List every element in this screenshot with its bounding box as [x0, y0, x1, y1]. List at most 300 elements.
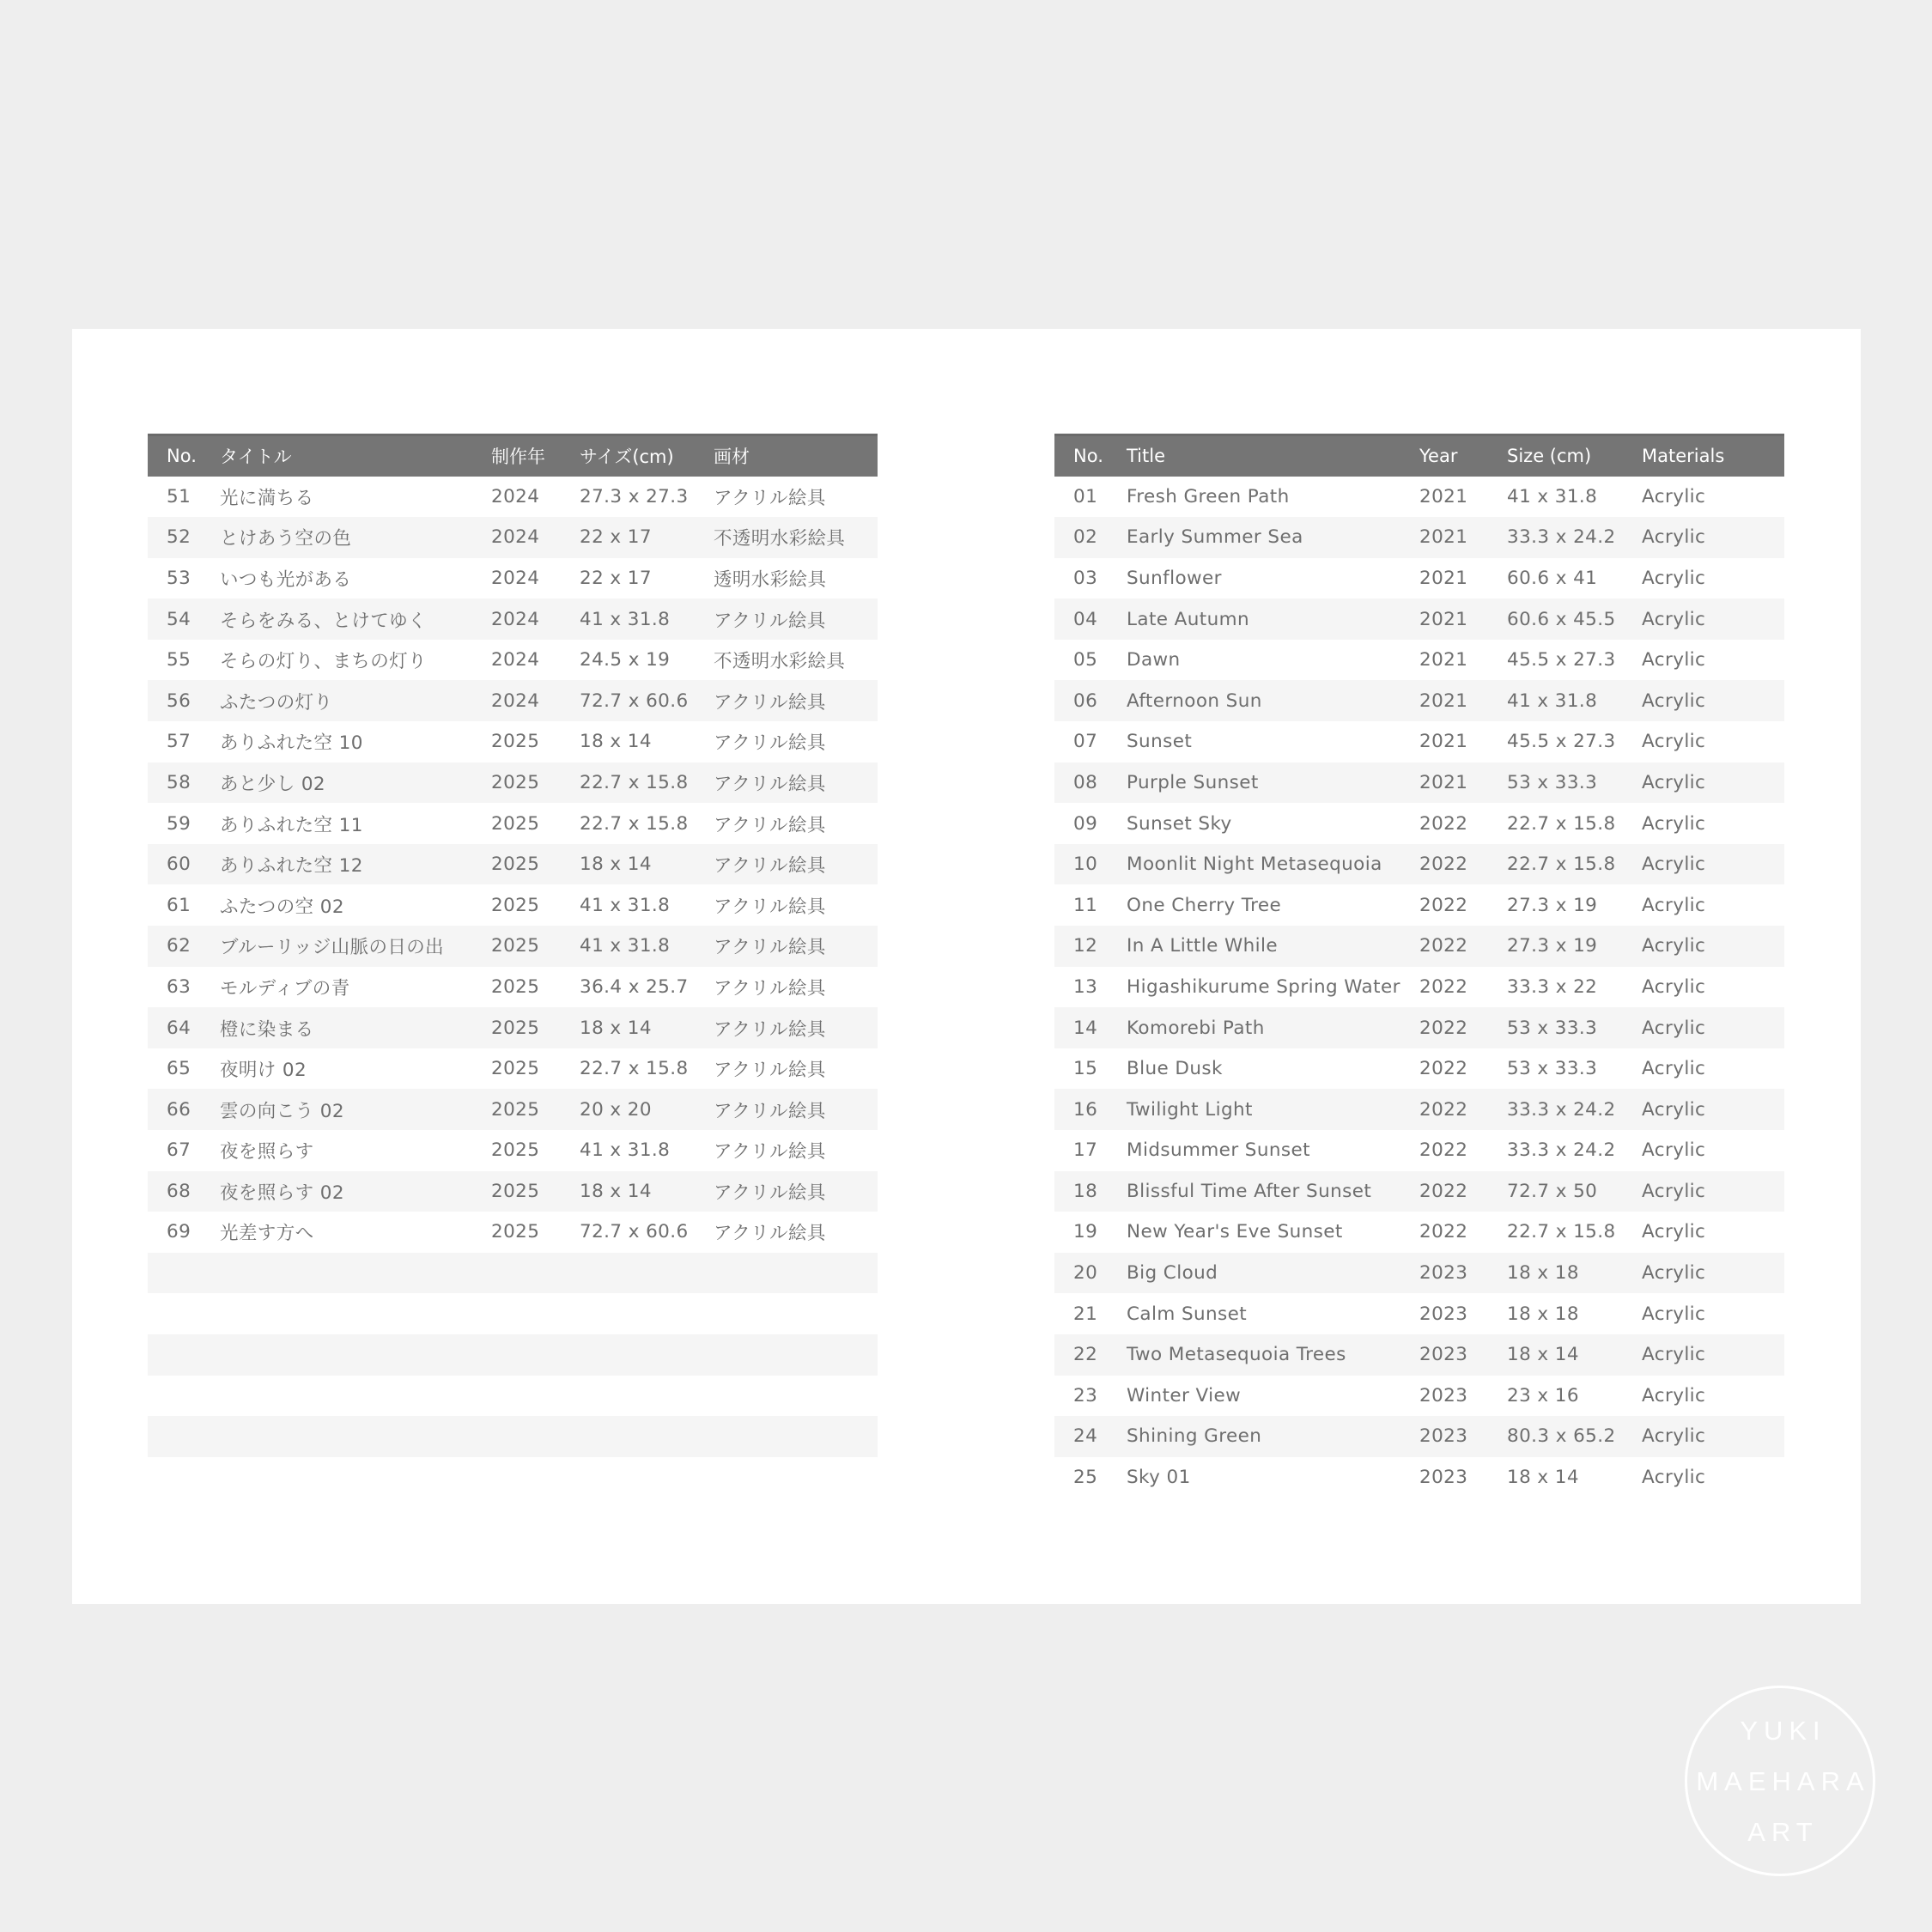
cell-materials: Acrylic — [1642, 649, 1706, 671]
cell-materials: Acrylic — [1642, 812, 1706, 835]
cell-materials: アクリル絵具 — [714, 1223, 826, 1245]
cell-size: 24.5 x 19 — [580, 649, 671, 671]
seal-line: MAEHARA — [1696, 1765, 1870, 1796]
cell-size: 18 x 14 — [1507, 1467, 1579, 1489]
table-row — [1054, 967, 1784, 1008]
cell-materials: Acrylic — [1642, 1058, 1706, 1080]
table-row — [1054, 762, 1784, 804]
cell-materials: アクリル絵具 — [695, 680, 878, 721]
cell-materials: Acrylic — [1642, 1303, 1706, 1325]
cell-size: 22.7 x 15.8 — [1507, 1221, 1616, 1243]
table-row — [148, 1416, 878, 1457]
cell-year: 2022 — [1419, 1139, 1468, 1162]
cell-size: 27.3 x 27.3 — [580, 485, 689, 507]
cell-size: 33.3 x 24.2 — [1488, 1089, 1623, 1130]
cell-materials: Acrylic — [1642, 567, 1706, 589]
cell-size: 53 x 33.3 — [1507, 1058, 1598, 1080]
cell-no: 69 — [167, 1221, 191, 1243]
table-row — [1054, 1212, 1784, 1253]
table-row — [148, 640, 878, 681]
cell-no: 64 — [148, 1007, 201, 1048]
cell-title: ふたつの灯り — [201, 680, 472, 721]
cell-title: Sunflower — [1127, 567, 1222, 589]
cell-materials: Acrylic — [1642, 1221, 1706, 1243]
table-row — [1054, 1334, 1784, 1376]
cell-year: 2022 — [1400, 844, 1488, 885]
cell-year: 2021 — [1400, 598, 1488, 640]
cell-size: 41 x 31.8 — [561, 598, 695, 640]
cell-year: 2022 — [1419, 812, 1468, 835]
cell-year: 2025 — [491, 1139, 540, 1162]
cell-size: 18 x 14 — [561, 1007, 695, 1048]
cell-materials: アクリル絵具 — [695, 1007, 878, 1048]
cell-no: 67 — [167, 1139, 191, 1162]
cell-year: 2025 — [472, 926, 561, 967]
cell-title: Winter View — [1127, 1384, 1242, 1406]
table-row — [1054, 1416, 1784, 1457]
cell-materials: Acrylic — [1623, 1334, 1784, 1376]
table-row — [1054, 844, 1784, 885]
cell-no: 05 — [1073, 649, 1098, 671]
cell-no — [148, 1293, 201, 1334]
cell-no: 10 — [1054, 844, 1108, 885]
cell-size: 18 x 18 — [1488, 1253, 1623, 1294]
header-size: Size (cm) — [1488, 435, 1623, 477]
cell-materials: Acrylic — [1623, 926, 1784, 967]
cell-title: Sunset Sky — [1127, 812, 1232, 835]
table-row — [148, 1171, 878, 1212]
table-row — [1054, 884, 1784, 926]
cell-year: 2021 — [1419, 649, 1468, 671]
cell-size: 41 x 31.8 — [561, 926, 695, 967]
cell-title: ありふれた空 12 — [201, 844, 472, 885]
cell-title: Komorebi Path — [1108, 1007, 1400, 1048]
cell-no: 04 — [1054, 598, 1108, 640]
cell-no: 56 — [148, 680, 201, 721]
table-row — [1054, 1130, 1784, 1171]
cell-no: 60 — [148, 844, 201, 885]
cell-no: 61 — [167, 894, 191, 916]
cell-size: 60.6 x 45.5 — [1488, 598, 1623, 640]
table-row — [1054, 1171, 1784, 1212]
cell-materials: アクリル絵具 — [714, 1141, 826, 1163]
cell-no: 53 — [167, 567, 191, 589]
cell-size: 72.7 x 60.6 — [580, 1221, 689, 1243]
cell-materials: 不透明水彩絵具 — [714, 651, 846, 673]
cell-no: 14 — [1054, 1007, 1108, 1048]
cell-year: 2025 — [472, 1007, 561, 1048]
cell-year: 2023 — [1419, 1467, 1468, 1489]
cell-title: Calm Sunset — [1127, 1303, 1248, 1325]
cell-materials: アクリル絵具 — [695, 1171, 878, 1212]
cell-year: 2024 — [472, 517, 561, 558]
table-row — [1054, 721, 1784, 762]
cell-materials: アクリル絵具 — [714, 896, 826, 918]
cell-no: 63 — [167, 975, 191, 998]
cell-no: 01 — [1073, 485, 1098, 507]
cell-title: Higashikurume Spring Water — [1127, 975, 1400, 998]
table-row — [1054, 926, 1784, 967]
cell-size: 22.7 x 15.8 — [561, 762, 695, 804]
table-row — [1054, 1048, 1784, 1090]
cell-materials: Acrylic — [1642, 731, 1706, 753]
cell-no: 12 — [1054, 926, 1108, 967]
table-row — [148, 680, 878, 721]
cell-materials — [695, 1293, 878, 1334]
cell-size: 41 x 31.8 — [1507, 485, 1598, 507]
table-header-row — [1054, 435, 1784, 477]
cell-materials: Acrylic — [1642, 1467, 1706, 1489]
cell-title: 夜明け 02 — [220, 1060, 307, 1082]
cell-no: 24 — [1054, 1416, 1108, 1457]
cell-size: 18 x 14 — [1488, 1334, 1623, 1376]
header-materials: 画材 — [695, 435, 878, 477]
cell-size: 72.7 x 50 — [1488, 1171, 1623, 1212]
cell-title: Two Metasequoia Trees — [1108, 1334, 1400, 1376]
cell-no: 66 — [148, 1089, 201, 1130]
cell-no — [148, 1416, 201, 1457]
cell-title: New Year's Eve Sunset — [1127, 1221, 1343, 1243]
cell-no: 57 — [167, 731, 191, 753]
cell-materials: Acrylic — [1623, 1253, 1784, 1294]
cell-year: 2025 — [491, 812, 540, 835]
cell-no: 09 — [1073, 812, 1098, 835]
table-row — [148, 721, 878, 762]
cell-title: Shining Green — [1108, 1416, 1400, 1457]
table-row — [148, 1334, 878, 1376]
cell-year: 2022 — [1400, 926, 1488, 967]
cell-size: 22.7 x 15.8 — [580, 1058, 689, 1080]
cell-size: 23 x 16 — [1507, 1384, 1579, 1406]
cell-title — [201, 1416, 472, 1457]
cell-title: Big Cloud — [1108, 1253, 1400, 1294]
cell-size — [561, 1416, 695, 1457]
cell-title: 光差す方へ — [220, 1223, 314, 1245]
cell-title: いつも光がある — [220, 568, 352, 591]
cell-materials: Acrylic — [1642, 975, 1706, 998]
table-row — [1054, 1089, 1784, 1130]
cell-year: 2022 — [1400, 1089, 1488, 1130]
cell-size: 41 x 31.8 — [1488, 680, 1623, 721]
cell-title: Dawn — [1127, 649, 1181, 671]
header-title: タイトル — [201, 435, 472, 477]
cell-size: 72.7 x 60.6 — [561, 680, 695, 721]
cell-no: 68 — [148, 1171, 201, 1212]
cell-no: 20 — [1054, 1253, 1108, 1294]
table-row — [1054, 1007, 1784, 1048]
cell-year: 2024 — [472, 680, 561, 721]
cell-title: ブルーリッジ山脈の日の出 — [201, 926, 472, 967]
cell-year — [472, 1253, 561, 1294]
cell-size: 22.7 x 15.8 — [580, 812, 689, 835]
cell-materials: 透明水彩絵具 — [714, 568, 827, 591]
seal-line: ART — [1747, 1816, 1819, 1847]
cell-size: 45.5 x 27.3 — [1507, 649, 1616, 671]
table-row — [1054, 1457, 1784, 1498]
table-row — [148, 803, 878, 844]
table-row — [148, 967, 878, 1008]
cell-year: 2025 — [491, 731, 540, 753]
cell-size: 22 x 17 — [580, 567, 652, 589]
cell-size: 33.3 x 22 — [1507, 975, 1598, 998]
cell-size: 18 x 14 — [561, 844, 695, 885]
header-year: Year — [1400, 435, 1488, 477]
table-row — [1054, 1376, 1784, 1417]
cell-no: 15 — [1073, 1058, 1098, 1080]
table-row — [148, 1089, 878, 1130]
cell-no: 19 — [1073, 1221, 1098, 1243]
cell-no — [148, 1334, 201, 1376]
table-row — [1054, 1253, 1784, 1294]
table-row — [148, 762, 878, 804]
cell-year: 2021 — [1400, 680, 1488, 721]
cell-year: 2021 — [1419, 485, 1468, 507]
cell-title: とけあう空の色 — [201, 517, 472, 558]
cell-year: 2023 — [1419, 1303, 1468, 1325]
cell-size: 36.4 x 25.7 — [580, 975, 689, 998]
cell-no: 51 — [167, 485, 191, 507]
table-row — [1054, 517, 1784, 558]
cell-title: モルディブの青 — [220, 977, 350, 999]
cell-no: 65 — [167, 1058, 191, 1080]
cell-year: 2022 — [1419, 975, 1468, 998]
cell-year: 2023 — [1400, 1416, 1488, 1457]
cell-materials: アクリル絵具 — [714, 977, 826, 999]
cell-year: 2022 — [1400, 1171, 1488, 1212]
table-row — [148, 844, 878, 885]
table-row — [1054, 598, 1784, 640]
cell-size: 53 x 33.3 — [1488, 1007, 1623, 1048]
cell-no: 02 — [1054, 517, 1108, 558]
cell-no: 62 — [148, 926, 201, 967]
cell-title — [201, 1376, 472, 1417]
cell-title: そらをみる、とけてゆく — [201, 598, 472, 640]
header-no: No. — [148, 435, 201, 477]
cell-year: 2025 — [491, 975, 540, 998]
table-row — [148, 477, 878, 518]
cell-year: 2025 — [491, 894, 540, 916]
cell-title: One Cherry Tree — [1127, 894, 1282, 916]
table-row — [148, 1293, 878, 1334]
cell-materials: アクリル絵具 — [695, 762, 878, 804]
cell-year: 2021 — [1419, 731, 1468, 753]
cell-size — [561, 1253, 695, 1294]
cell-no: 07 — [1073, 731, 1098, 753]
cell-year: 2025 — [491, 1221, 540, 1243]
cell-title: 橙に染まる — [201, 1007, 472, 1048]
cell-size: 22 x 17 — [561, 517, 695, 558]
cell-title: 雲の向こう 02 — [201, 1089, 472, 1130]
cell-size: 41 x 31.8 — [580, 894, 671, 916]
cell-no: 54 — [148, 598, 201, 640]
cell-year: 2022 — [1419, 1221, 1468, 1243]
cell-year: 2024 — [472, 598, 561, 640]
cell-no — [148, 1253, 201, 1294]
table-row — [1054, 640, 1784, 681]
english-artwork-table — [1054, 434, 1784, 1498]
cell-title: Sunset — [1127, 731, 1193, 753]
cell-no: 52 — [148, 517, 201, 558]
cell-year: 2025 — [472, 844, 561, 885]
cell-materials: アクリル絵具 — [714, 487, 826, 509]
cell-materials: Acrylic — [1642, 1139, 1706, 1162]
cell-title: 夜を照らす — [220, 1141, 314, 1163]
artist-logo-seal — [1685, 1686, 1875, 1876]
cell-title: Blue Dusk — [1127, 1058, 1223, 1080]
cell-size: 18 x 14 — [580, 731, 652, 753]
table-row — [148, 1048, 878, 1090]
table-row — [1054, 558, 1784, 599]
table-row — [148, 884, 878, 926]
cell-year: 2023 — [1419, 1384, 1468, 1406]
cell-year: 2025 — [472, 1171, 561, 1212]
cell-size: 20 x 20 — [561, 1089, 695, 1130]
cell-no: 11 — [1073, 894, 1098, 916]
seal-line: YUKI — [1740, 1715, 1826, 1746]
cell-size: 45.5 x 27.3 — [1507, 731, 1616, 753]
cell-size: 18 x 14 — [561, 1171, 695, 1212]
cell-no: 08 — [1054, 762, 1108, 804]
cell-no: 06 — [1054, 680, 1108, 721]
cell-title: そらの灯り、まちの灯り — [220, 651, 427, 673]
header-size: サイズ(cm) — [561, 435, 695, 477]
table-row — [1054, 803, 1784, 844]
table-header-row — [148, 435, 878, 477]
cell-materials: Acrylic — [1623, 598, 1784, 640]
cell-no: 58 — [148, 762, 201, 804]
cell-materials: Acrylic — [1623, 1416, 1784, 1457]
cell-size: 53 x 33.3 — [1488, 762, 1623, 804]
cell-materials — [695, 1334, 878, 1376]
table-row — [148, 926, 878, 967]
cell-year: 2022 — [1419, 894, 1468, 916]
cell-materials: Acrylic — [1623, 680, 1784, 721]
table-row — [1054, 477, 1784, 518]
cell-no: 03 — [1073, 567, 1098, 589]
cell-materials: アクリル絵具 — [695, 598, 878, 640]
cell-title: ありふれた空 10 — [220, 732, 363, 755]
cell-title: Afternoon Sun — [1108, 680, 1400, 721]
cell-year: 2025 — [491, 1058, 540, 1080]
cell-materials: Acrylic — [1623, 844, 1784, 885]
cell-size: 27.3 x 19 — [1507, 894, 1598, 916]
cell-year: 2022 — [1419, 1058, 1468, 1080]
cell-year: 2023 — [1400, 1334, 1488, 1376]
cell-size: 22.7 x 15.8 — [1507, 812, 1616, 835]
cell-materials: アクリル絵具 — [714, 1060, 826, 1082]
cell-materials: アクリル絵具 — [695, 844, 878, 885]
table-row — [148, 1007, 878, 1048]
table-row — [1054, 680, 1784, 721]
cell-title: Twilight Light — [1108, 1089, 1400, 1130]
cell-year: 2021 — [1400, 762, 1488, 804]
cell-size: 60.6 x 41 — [1507, 567, 1598, 589]
cell-size: 33.3 x 24.2 — [1507, 1139, 1616, 1162]
cell-year: 2021 — [1400, 517, 1488, 558]
cell-no: 13 — [1073, 975, 1098, 998]
japanese-artwork-table — [148, 434, 878, 1457]
cell-materials: Acrylic — [1623, 1171, 1784, 1212]
cell-materials — [695, 1416, 878, 1457]
cell-materials — [695, 1376, 878, 1417]
table-row — [148, 1130, 878, 1171]
cell-no: 21 — [1073, 1303, 1098, 1325]
cell-no: 25 — [1073, 1467, 1098, 1489]
cell-size: 22.7 x 15.8 — [1488, 844, 1623, 885]
table-row — [148, 598, 878, 640]
table-row — [148, 558, 878, 599]
cell-year: 2024 — [491, 567, 540, 589]
cell-year — [472, 1334, 561, 1376]
cell-materials: アクリル絵具 — [695, 926, 878, 967]
cell-size: 33.3 x 24.2 — [1488, 517, 1623, 558]
cell-year: 2023 — [1400, 1253, 1488, 1294]
cell-no: 17 — [1073, 1139, 1098, 1162]
table-row — [148, 517, 878, 558]
cell-title: 夜を照らす 02 — [201, 1171, 472, 1212]
cell-title: Late Autumn — [1108, 598, 1400, 640]
table-row — [148, 1253, 878, 1294]
cell-size: 41 x 31.8 — [580, 1139, 671, 1162]
cell-no: 16 — [1054, 1089, 1108, 1130]
cell-size — [561, 1293, 695, 1334]
cell-materials: Acrylic — [1642, 894, 1706, 916]
cell-year: 2025 — [472, 1089, 561, 1130]
cell-title: Blissful Time After Sunset — [1108, 1171, 1400, 1212]
cell-size: 80.3 x 65.2 — [1488, 1416, 1623, 1457]
cell-materials: アクリル絵具 — [714, 814, 826, 836]
cell-title: Midsummer Sunset — [1127, 1139, 1310, 1162]
cell-size: 27.3 x 19 — [1488, 926, 1623, 967]
cell-title: ふたつの空 02 — [220, 896, 344, 918]
cell-title — [201, 1334, 472, 1376]
cell-no: 59 — [167, 812, 191, 835]
cell-materials: Acrylic — [1623, 762, 1784, 804]
cell-year: 2025 — [472, 762, 561, 804]
table-row — [148, 1212, 878, 1253]
header-materials: Materials — [1623, 435, 1784, 477]
cell-materials: Acrylic — [1623, 517, 1784, 558]
cell-year: 2022 — [1400, 1007, 1488, 1048]
cell-title — [201, 1253, 472, 1294]
cell-year: 2021 — [1419, 567, 1468, 589]
cell-title — [201, 1293, 472, 1334]
cell-year: 2024 — [491, 485, 540, 507]
cell-no: 22 — [1054, 1334, 1108, 1376]
table-row — [1054, 1293, 1784, 1334]
cell-materials — [695, 1253, 878, 1294]
header-no: No. — [1054, 435, 1108, 477]
cell-year — [472, 1416, 561, 1457]
cell-no: 55 — [167, 649, 191, 671]
cell-size — [561, 1334, 695, 1376]
cell-year — [472, 1376, 561, 1417]
cell-materials: アクリル絵具 — [714, 732, 826, 755]
cell-title: Fresh Green Path — [1127, 485, 1290, 507]
cell-no: 18 — [1054, 1171, 1108, 1212]
cell-no: 23 — [1073, 1384, 1098, 1406]
cell-year — [472, 1293, 561, 1334]
cell-materials: Acrylic — [1623, 1089, 1784, 1130]
cell-materials: アクリル絵具 — [695, 1089, 878, 1130]
cell-size — [561, 1376, 695, 1417]
cell-title: ありふれた空 11 — [220, 814, 363, 836]
cell-title: In A Little While — [1108, 926, 1400, 967]
cell-no — [148, 1376, 201, 1417]
cell-title: あと少し 02 — [201, 762, 472, 804]
cell-title: Early Summer Sea — [1108, 517, 1400, 558]
cell-title: Purple Sunset — [1108, 762, 1400, 804]
